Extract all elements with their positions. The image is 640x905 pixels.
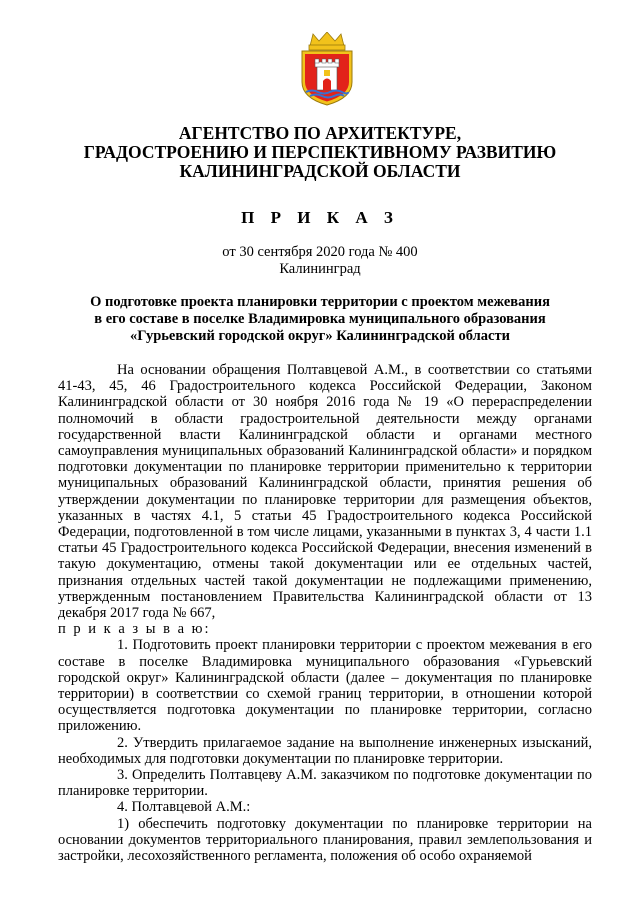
agency-line-2: ГРАДОСТРОЕНИЮ И ПЕРСПЕКТИВНОМУ РАЗВИТИЮ [83, 142, 557, 162]
document-type: П Р И К А З [241, 208, 399, 227]
orders-word: п р и к а з ы в а ю: [58, 621, 211, 638]
order-body [58, 362, 592, 864]
subject-line-1: О подготовке проекта планировки территории с проектом межевания [90, 294, 550, 310]
subject-line-2: в его составе в поселке Владимировка муниципального образования [94, 311, 546, 327]
order-subject [60, 294, 580, 345]
order-item-3: 3. Определить Полтавцеву А.М. заказчиком по подготовке документации по планировке территории. [58, 767, 592, 800]
agency-name [60, 124, 580, 181]
subject-line-3: «Гурьевский городской округ» Калининградской области [130, 328, 510, 344]
order-city: Калининград [279, 261, 361, 277]
agency-line-3: КАЛИНИНГРАДСКОЙ ОБЛАСТИ [179, 161, 461, 181]
preamble-paragraph: На основании обращения Полтавцевой А.М., в соответствии со статьями 41-43, 45, 46 Градостроительного кодекса Российской Федерации, Законом Калининградской области от 30 ноября 2016 года № 19 «О перераспределении полномочий в области градостроительной деятельности между органами государственной власти Калининградской области и органами местного самоуправления муниципальных образований Калининградской области» и порядком подготовки документации по планировке территории применительно к территории муниципальных образований Калининградской области, принятия решения об утверждении документации по планировке территории для размещения объектов, указанных в частях 4.1, 5 статьи 45 Градостроительного кодекса Российской Федерации, подготовленной в том числе лицами, указанными в пунктах 3, 4 части 1.1 статьи 45 Градостроительного кодекса Российской Федерации, внесения изменений в такую документацию, отмены такой документации или ее отдельных частей, признания отдельных частей такой документации не подлежащими применению, утвержденным постановлением Правительства Калининградской области от 13 декабря 2017 года № 667, [58, 362, 592, 622]
coat-of-arms-icon [296, 32, 358, 106]
order-date-number: от 30 сентября 2020 года № 400 [222, 244, 418, 260]
order-item-2: 2. Утвердить прилагаемое задание на выполнение инженерных изысканий, необходимых для подготовки документации по планировке территории. [58, 734, 592, 767]
agency-line-1: АГЕНТСТВО ПО АРХИТЕКТУРЕ, [178, 123, 462, 143]
order-item-4-1: 1) обеспечить подготовку документации по планировке территории на основании документов территориального планирования, правил землепользования и застройки, лесохозяйственного регламента, положения об особо охраняемой [58, 815, 592, 865]
order-item-1: 1. Подготовить проект планировки территории с проектом межевания в его составе в поселке Владимировка муниципального образования «Гурьевский городской округ» Калининградской области (далее – документация по планировке территории) в соответствии со схемой границ территории, в отношении которой осуществляется подготовка документации по планировке территории, согласно приложению. [58, 637, 592, 735]
order-date-block [60, 244, 580, 278]
order-item-4: 4. Полтавцевой А.М.: [117, 799, 251, 816]
